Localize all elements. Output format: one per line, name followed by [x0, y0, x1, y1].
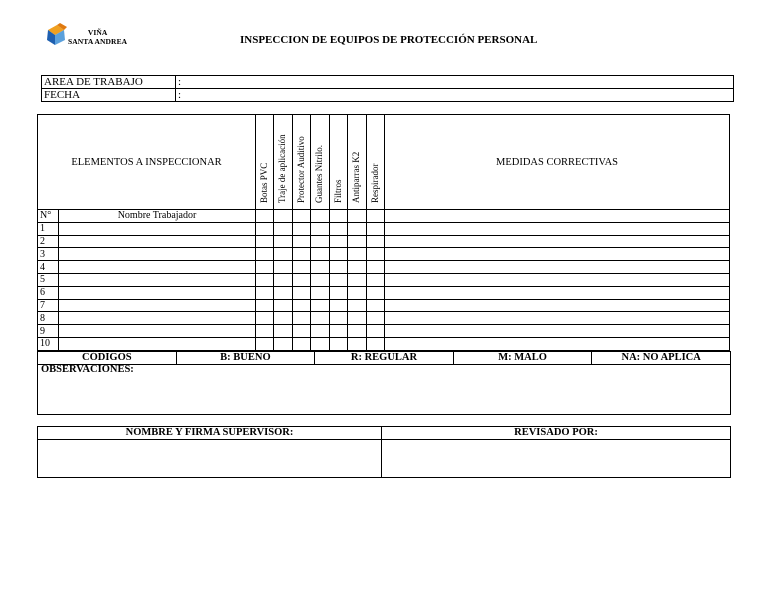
equipment-check-cell[interactable]	[311, 261, 330, 274]
table-row	[38, 235, 730, 248]
grid-subheader-row	[38, 210, 730, 223]
equipment-check-cell[interactable]	[348, 286, 367, 299]
medidas-header: MEDIDAS CORRECTIVAS	[385, 115, 730, 210]
equipment-header-label: Traje de aplicación	[277, 134, 288, 203]
equipment-check-cell[interactable]	[293, 325, 311, 338]
row-number: 1	[38, 222, 59, 235]
equipment-check-cell[interactable]	[311, 248, 330, 261]
equipment-check-cell[interactable]	[367, 286, 385, 299]
equipment-check-cell[interactable]	[293, 312, 311, 325]
equipment-header	[367, 115, 385, 210]
table-row	[38, 325, 730, 338]
worker-name-cell[interactable]	[59, 312, 256, 325]
equipment-check-cell[interactable]	[330, 248, 348, 261]
equipment-check-cell[interactable]	[274, 248, 293, 261]
equipment-check-cell[interactable]	[348, 222, 367, 235]
equipment-check-cell[interactable]	[311, 325, 330, 338]
equipment-header-label: Guantes Nitrilo.	[314, 145, 325, 203]
equipment-check-cell[interactable]	[256, 222, 274, 235]
equipment-header-label: Botas PVC	[258, 162, 269, 203]
equipment-header	[293, 115, 311, 210]
supervisor-signature-field[interactable]	[38, 440, 382, 478]
inspection-grid	[37, 114, 730, 351]
equipment-check-cell[interactable]	[348, 325, 367, 338]
equipment-check-cell[interactable]	[348, 261, 367, 274]
medidas-cell[interactable]	[385, 248, 730, 261]
table-row	[38, 222, 730, 235]
company-logo	[44, 22, 144, 50]
revisado-label: REVISADO POR:	[382, 427, 731, 440]
equipment-check-cell[interactable]	[293, 286, 311, 299]
codes-label: CÓDIGOS	[38, 352, 177, 365]
fecha-field[interactable]: :	[176, 89, 734, 102]
revisado-signature-field[interactable]	[382, 440, 731, 478]
equipment-check-cell[interactable]	[367, 325, 385, 338]
signature-table	[37, 426, 731, 478]
worker-name-cell[interactable]	[59, 273, 256, 286]
equipment-check-cell[interactable]	[367, 222, 385, 235]
code-no-aplica: NA: NO APLICA	[592, 352, 731, 365]
medidas-cell[interactable]	[385, 273, 730, 286]
equipment-check-cell[interactable]	[274, 222, 293, 235]
equipment-header	[274, 115, 293, 210]
worker-name-cell[interactable]	[59, 261, 256, 274]
elements-header: ELEMENTOS A INSPECCIONAR	[38, 115, 256, 210]
grid-cell[interactable]	[293, 210, 311, 223]
grid-cell[interactable]	[385, 210, 730, 223]
medidas-cell[interactable]	[385, 337, 730, 350]
table-row	[38, 286, 730, 299]
table-row	[38, 337, 730, 350]
code-regular: R: REGULAR	[315, 352, 454, 365]
equipment-check-cell[interactable]	[311, 222, 330, 235]
logo-line-1: VIÑA	[87, 28, 108, 37]
equipment-check-cell[interactable]	[367, 299, 385, 312]
equipment-check-cell[interactable]	[311, 299, 330, 312]
row-number: 9	[38, 325, 59, 338]
observaciones-box[interactable]	[37, 364, 731, 415]
equipment-check-cell[interactable]	[293, 235, 311, 248]
supervisor-label: NOMBRE Y FIRMA SUPERVISOR:	[38, 427, 382, 440]
medidas-cell[interactable]	[385, 261, 730, 274]
table-row	[38, 248, 730, 261]
equipment-check-cell[interactable]	[330, 222, 348, 235]
equipment-check-cell[interactable]	[256, 337, 274, 350]
worker-name-cell[interactable]	[59, 286, 256, 299]
document-title: INSPECCION DE EQUIPOS DE PROTECCIÓN PERSONAL	[240, 34, 538, 46]
code-bueno: B: BUENO	[176, 352, 315, 365]
equipment-check-cell[interactable]	[367, 337, 385, 350]
table-row	[38, 273, 730, 286]
worker-name-cell[interactable]	[59, 235, 256, 248]
equipment-header-label: Antiparras K2	[351, 151, 362, 203]
medidas-cell[interactable]	[385, 222, 730, 235]
equipment-check-cell[interactable]	[274, 261, 293, 274]
medidas-cell[interactable]	[385, 235, 730, 248]
equipment-check-cell[interactable]	[274, 286, 293, 299]
equipment-header	[256, 115, 274, 210]
logo-line-2: SANTA ANDREA	[68, 37, 128, 46]
info-table	[41, 75, 734, 102]
equipment-check-cell[interactable]	[256, 261, 274, 274]
equipment-check-cell[interactable]	[348, 312, 367, 325]
row-number: 10	[38, 337, 59, 350]
medidas-cell[interactable]	[385, 312, 730, 325]
row-number: 8	[38, 312, 59, 325]
worker-name-cell[interactable]	[59, 299, 256, 312]
equipment-header	[330, 115, 348, 210]
equipment-check-cell[interactable]	[293, 222, 311, 235]
signature-body-row	[38, 440, 731, 478]
row-number: 4	[38, 261, 59, 274]
equipment-check-cell[interactable]	[330, 337, 348, 350]
equipment-check-cell[interactable]	[348, 273, 367, 286]
code-malo: M: MALO	[453, 352, 592, 365]
codes-legend	[37, 351, 731, 365]
equipment-header	[311, 115, 330, 210]
medidas-cell[interactable]	[385, 299, 730, 312]
equipment-check-cell[interactable]	[256, 299, 274, 312]
grid-cell[interactable]	[311, 210, 330, 223]
grid-cell[interactable]	[330, 210, 348, 223]
equipment-check-cell[interactable]	[330, 312, 348, 325]
equipment-check-cell[interactable]	[293, 248, 311, 261]
equipment-check-cell[interactable]	[330, 299, 348, 312]
equipment-check-cell[interactable]	[293, 261, 311, 274]
equipment-check-cell[interactable]	[367, 273, 385, 286]
equipment-check-cell[interactable]	[256, 235, 274, 248]
row-number: 5	[38, 273, 59, 286]
grid-cell[interactable]	[274, 210, 293, 223]
equipment-check-cell[interactable]	[367, 248, 385, 261]
equipment-check-cell[interactable]	[311, 235, 330, 248]
worker-name-cell[interactable]	[59, 222, 256, 235]
medidas-cell[interactable]	[385, 286, 730, 299]
table-row	[38, 299, 730, 312]
area-field[interactable]: :	[176, 76, 734, 89]
equipment-check-cell[interactable]	[348, 248, 367, 261]
equipment-check-cell[interactable]	[311, 337, 330, 350]
worker-name-cell[interactable]	[59, 248, 256, 261]
row-number: 2	[38, 235, 59, 248]
equipment-check-cell[interactable]	[330, 286, 348, 299]
equipment-check-cell[interactable]	[367, 235, 385, 248]
equipment-check-cell[interactable]	[274, 325, 293, 338]
name-header: Nombre Trabajador	[59, 210, 256, 223]
fecha-label: FECHA	[42, 89, 176, 102]
observaciones-label: OBSERVACIONES:	[41, 364, 134, 375]
equipment-check-cell[interactable]	[256, 286, 274, 299]
equipment-check-cell[interactable]	[293, 299, 311, 312]
equipment-check-cell[interactable]	[293, 273, 311, 286]
worker-name-cell[interactable]	[59, 337, 256, 350]
equipment-check-cell[interactable]	[256, 273, 274, 286]
equipment-header-label: Filtros	[332, 179, 343, 203]
table-row	[38, 312, 730, 325]
row-number: 3	[38, 248, 59, 261]
equipment-check-cell[interactable]	[367, 261, 385, 274]
signature-header-row	[38, 427, 731, 440]
equipment-check-cell[interactable]	[256, 325, 274, 338]
equipment-header-label: Protector Auditivo	[295, 136, 306, 203]
logo-text	[68, 28, 127, 46]
row-number: 6	[38, 286, 59, 299]
equipment-check-cell[interactable]	[367, 312, 385, 325]
table-row	[38, 261, 730, 274]
equipment-check-cell[interactable]	[293, 337, 311, 350]
equipment-check-cell[interactable]	[330, 325, 348, 338]
equipment-check-cell[interactable]	[274, 235, 293, 248]
row-number: 7	[38, 299, 59, 312]
grid-cell[interactable]	[367, 210, 385, 223]
equipment-check-cell[interactable]	[274, 312, 293, 325]
equipment-check-cell[interactable]	[311, 312, 330, 325]
logo-cube-icon	[44, 22, 70, 48]
codes-row	[38, 352, 731, 365]
equipment-check-cell[interactable]	[348, 235, 367, 248]
equipment-check-cell[interactable]	[348, 337, 367, 350]
equipment-check-cell[interactable]	[256, 248, 274, 261]
fecha-row	[42, 89, 734, 102]
equipment-check-cell[interactable]	[274, 337, 293, 350]
equipment-header-label: Respirador	[369, 163, 380, 203]
grid-header-row	[38, 115, 730, 210]
equipment-check-cell[interactable]	[274, 299, 293, 312]
num-header: N°	[38, 210, 59, 223]
equipment-check-cell[interactable]	[311, 273, 330, 286]
equipment-check-cell[interactable]	[256, 312, 274, 325]
equipment-header	[348, 115, 367, 210]
area-row	[42, 76, 734, 89]
grid-cell[interactable]	[256, 210, 274, 223]
grid-cell[interactable]	[348, 210, 367, 223]
area-label: AREA DE TRABAJO	[42, 76, 176, 89]
equipment-check-cell[interactable]	[274, 273, 293, 286]
equipment-check-cell[interactable]	[311, 286, 330, 299]
equipment-check-cell[interactable]	[348, 299, 367, 312]
medidas-cell[interactable]	[385, 325, 730, 338]
equipment-check-cell[interactable]	[330, 273, 348, 286]
equipment-check-cell[interactable]	[330, 235, 348, 248]
equipment-check-cell[interactable]	[330, 261, 348, 274]
worker-name-cell[interactable]	[59, 325, 256, 338]
